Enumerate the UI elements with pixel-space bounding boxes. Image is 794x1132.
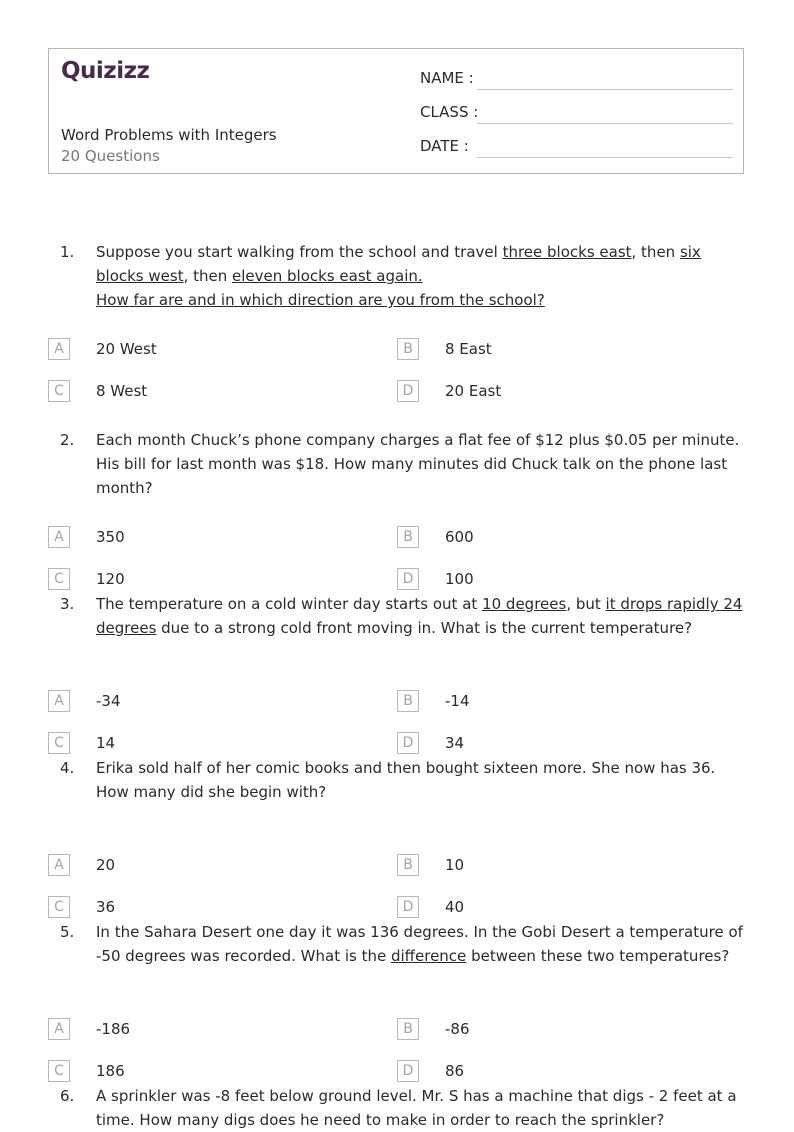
option-text: 8 East (445, 340, 492, 358)
answer-option-b[interactable] (397, 854, 697, 878)
question-number: 5. (60, 923, 75, 941)
name-field (420, 69, 735, 91)
option-letter-box[interactable]: A (48, 690, 70, 712)
option-letter-box[interactable]: A (48, 338, 70, 360)
date-line[interactable] (477, 157, 733, 158)
underlined-text: six blocks west (96, 243, 701, 285)
option-text: 350 (96, 528, 125, 546)
answer-option-c[interactable] (48, 1060, 348, 1084)
name-line[interactable] (477, 89, 733, 90)
answer-option-b[interactable] (397, 690, 697, 714)
option-letter-box[interactable]: D (397, 568, 419, 590)
answer-option-a[interactable] (48, 338, 348, 362)
question-count: 20 Questions (61, 147, 160, 165)
answer-option-d[interactable] (397, 732, 697, 756)
underlined-text: difference (390, 947, 467, 965)
option-letter-box[interactable]: B (397, 854, 419, 876)
underlined-text: How far are and in which direction are you from the school? (96, 291, 545, 309)
option-text: 86 (445, 1062, 465, 1080)
answer-option-d[interactable] (397, 1060, 697, 1084)
answer-option-c[interactable] (48, 896, 348, 920)
underlined-text: 10 degrees (482, 595, 567, 613)
option-text: -34 (96, 692, 121, 710)
option-text: 20 West (96, 340, 157, 358)
question-text-segment: , then (183, 267, 233, 285)
worksheet-header (48, 48, 744, 174)
question-text (96, 428, 746, 500)
answer-option-d[interactable] (397, 380, 697, 404)
option-letter-box[interactable]: D (397, 1060, 419, 1082)
option-letter-box[interactable]: D (397, 732, 419, 754)
option-text: 8 West (96, 382, 148, 400)
answer-option-a[interactable] (48, 854, 348, 878)
question-number: 3. (60, 595, 75, 613)
question-number: 2. (60, 431, 75, 449)
class-line[interactable] (477, 123, 733, 124)
option-text: 20 East (445, 382, 502, 400)
question-text-segment: due to a strong cold front moving in. What is the current temperature? (156, 619, 693, 637)
question-text-segment: , but (566, 595, 606, 613)
option-text: -86 (445, 1020, 470, 1038)
option-text: 600 (445, 528, 474, 546)
answer-option-c[interactable] (48, 732, 348, 756)
question-text-segment: , then (631, 243, 680, 261)
answer-option-a[interactable] (48, 1018, 348, 1042)
question-number: 4. (60, 759, 75, 777)
underlined-text: it drops rapidly 24 degrees (96, 595, 743, 637)
answer-option-b[interactable] (397, 526, 697, 550)
option-letter-box[interactable]: C (48, 896, 70, 918)
option-text: 100 (445, 570, 474, 588)
date-label: DATE : (420, 137, 469, 155)
option-letter-box[interactable]: A (48, 854, 70, 876)
question-text (96, 756, 746, 804)
question-text (96, 920, 746, 968)
option-letter-box[interactable]: B (397, 526, 419, 548)
option-letter-box[interactable]: B (397, 338, 419, 360)
option-text: 14 (96, 734, 116, 752)
option-letter-box[interactable]: C (48, 568, 70, 590)
option-letter-box[interactable]: C (48, 380, 70, 402)
option-letter-box[interactable]: A (48, 526, 70, 548)
class-label: CLASS : (420, 103, 479, 121)
answer-option-a[interactable] (48, 526, 348, 550)
date-field (420, 137, 735, 159)
option-text: -14 (445, 692, 470, 710)
question-text (96, 592, 746, 640)
option-text: 10 (445, 856, 465, 874)
question-text-segment: Erika sold half of her comic books and then bought sixteen more. She now has 36. How many did she begin with? (96, 759, 716, 801)
option-letter-box[interactable]: C (48, 732, 70, 754)
option-text: 40 (445, 898, 465, 916)
question-number: 1. (60, 243, 75, 261)
question-text-segment: Suppose you start walking from the school and travel (96, 243, 503, 261)
option-text: 34 (445, 734, 465, 752)
option-letter-box[interactable]: B (397, 690, 419, 712)
option-letter-box[interactable]: B (397, 1018, 419, 1040)
option-letter-box[interactable]: C (48, 1060, 70, 1082)
answer-option-a[interactable] (48, 690, 348, 714)
underlined-text: three blocks east (502, 243, 632, 261)
answer-option-b[interactable] (397, 1018, 697, 1042)
name-label: NAME : (420, 69, 474, 87)
question-text-segment: Each month Chuck’s phone company charges a flat fee of $12 plus $0.05 per minute. His bill for last month was $18. How many minutes did Chuck talk on the phone last month? (96, 431, 740, 497)
underlined-text: eleven blocks east again. (232, 267, 423, 285)
option-letter-box[interactable]: D (397, 896, 419, 918)
answer-option-d[interactable] (397, 896, 697, 920)
option-letter-box[interactable]: D (397, 380, 419, 402)
quizizz-logo: Quizizz (61, 58, 150, 84)
option-text: 186 (96, 1062, 125, 1080)
question-text-segment: between these two temperatures? (466, 947, 730, 965)
question-text (96, 1084, 746, 1132)
question-text-segment: The temperature on a cold winter day starts out at (96, 595, 483, 613)
question-text (96, 240, 746, 312)
option-text: 20 (96, 856, 116, 874)
class-field (420, 103, 735, 125)
option-text: -186 (96, 1020, 131, 1038)
option-text: 36 (96, 898, 116, 916)
answer-option-c[interactable] (48, 568, 348, 592)
question-text-segment: A sprinkler was -8 feet below ground level. Mr. S has a machine that digs - 2 feet at a time. How many digs does he need to make in order to reach the sprinkler? (96, 1087, 737, 1129)
answer-option-d[interactable] (397, 568, 697, 592)
option-text: 120 (96, 570, 125, 588)
option-letter-box[interactable]: A (48, 1018, 70, 1040)
answer-option-c[interactable] (48, 380, 348, 404)
question-number: 6. (60, 1087, 75, 1105)
answer-option-b[interactable] (397, 338, 697, 362)
question-text-segment: In the Sahara Desert one day it was 136 degrees. In the Gobi Desert a temperature of -50 degrees was recorded. What is the (96, 923, 743, 965)
worksheet-title: Word Problems with Integers (61, 126, 277, 144)
